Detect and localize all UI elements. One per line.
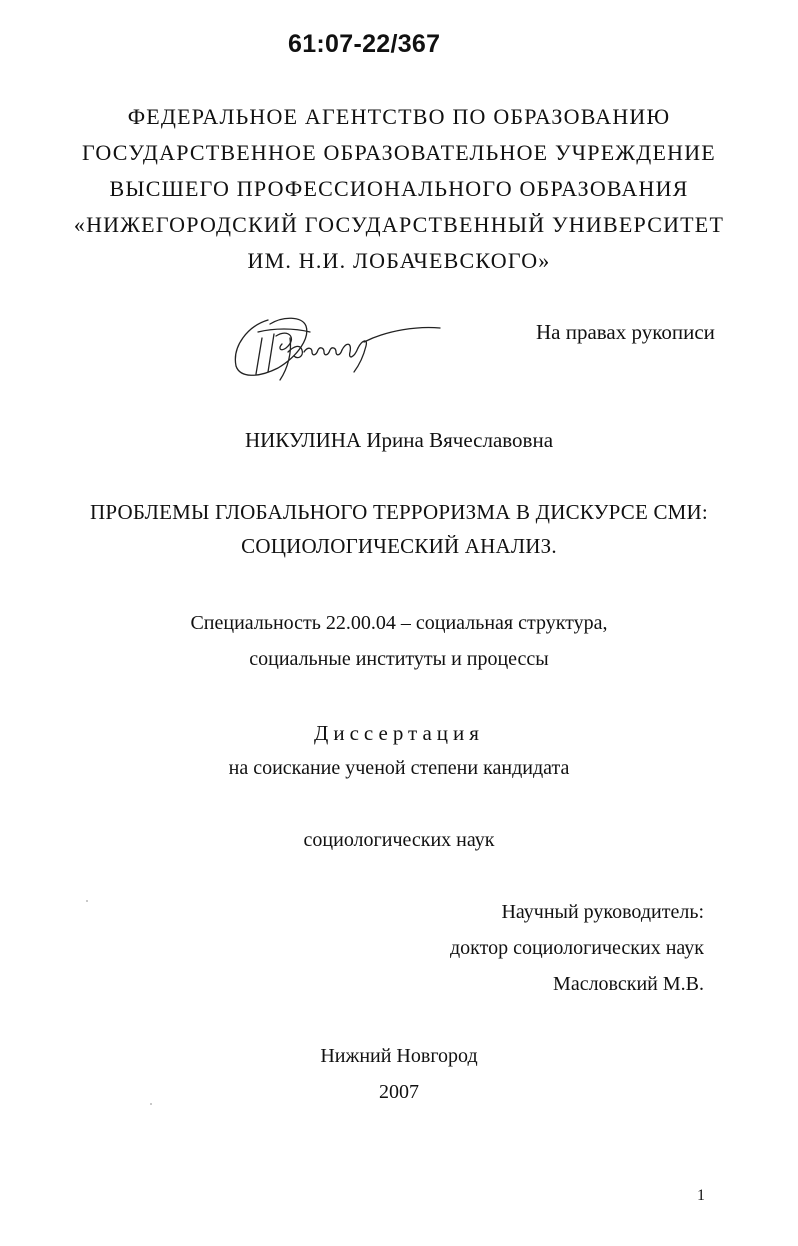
scan-speck: [150, 1103, 152, 1105]
supervisor-label: Научный руководитель:: [501, 901, 704, 923]
header-line-institution: ГОСУДАРСТВЕННОЕ ОБРАЗОВАТЕЛЬНОЕ УЧРЕЖДЕНИЕ: [82, 140, 716, 165]
specialty-line-2: социальные институты и процессы: [249, 648, 549, 670]
title-line-1: ПРОБЛЕМЫ ГЛОБАЛЬНОГО ТЕРРОРИЗМА В ДИСКУРСЕ СМИ:: [90, 500, 708, 524]
title-line-2: СОЦИОЛОГИЧЕСКИЙ АНАЛИЗ.: [241, 534, 557, 558]
supervisor-name: Масловский М.В.: [553, 973, 704, 995]
specialty-line-1: Специальность 22.00.04 – социальная структура,: [190, 612, 608, 634]
header-line-university: «НИЖЕГОРОДСКИЙ ГОСУДАРСТВЕННЫЙ УНИВЕРСИТЕТ: [73, 212, 725, 237]
header-line-education: ВЫСШЕГО ПРОФЕССИОНАЛЬНОГО ОБРАЗОВАНИЯ: [109, 176, 689, 201]
degree-line-1: на соискание ученой степени кандидата: [228, 757, 570, 779]
supervisor-degree: доктор социологических наук: [449, 937, 704, 959]
signature-image: [228, 308, 448, 388]
year: 2007: [379, 1081, 419, 1103]
header-line-lobachevsky: ИМ. Н.И. ЛОБАЧЕВСКОГО»: [247, 248, 551, 273]
page-number: 1: [697, 1187, 705, 1204]
degree-line-2: социологических наук: [303, 829, 495, 851]
city: Нижний Новгород: [320, 1045, 478, 1067]
work-type-heading: Диссертация: [314, 721, 484, 745]
author-name: НИКУЛИНА Ирина Вячеславовна: [244, 428, 554, 452]
catalog-number: 61:07-22/367: [288, 30, 441, 58]
header-line-agency: ФЕДЕРАЛЬНОЕ АГЕНТСТВО ПО ОБРАЗОВАНИЮ: [127, 104, 671, 129]
manuscript-rights-note: На правах рукописи: [536, 320, 715, 344]
scan-speck: [86, 900, 88, 902]
